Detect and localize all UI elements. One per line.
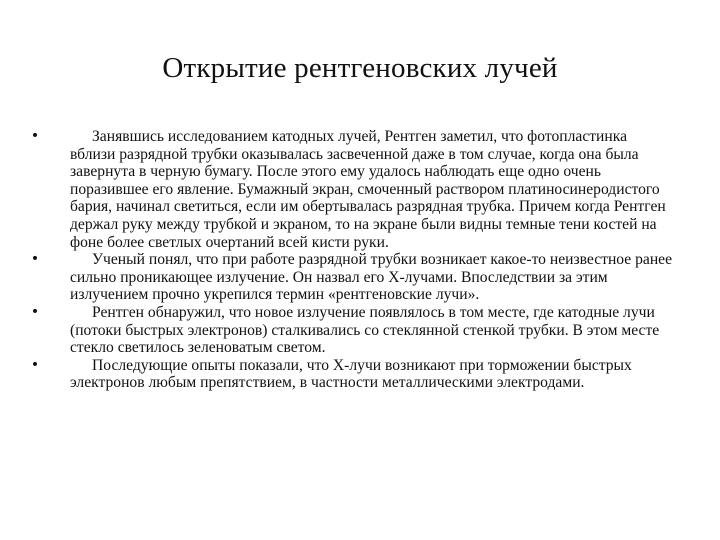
bullet-item-3 bbox=[28, 304, 674, 357]
bullet-dot-icon: • bbox=[30, 356, 40, 373]
bullet-dot-icon: • bbox=[30, 303, 40, 320]
bullet-item-1 bbox=[28, 128, 674, 251]
bullet-list bbox=[28, 128, 674, 392]
bullet-text: Ученый понял, что при работе разрядной трубки возникает какое-то неизвестное ранее сильно проникающее излучение. Он назвал его Х-лучами. Впоследствии за этим излучением прочно укрепился термин «рентгеновские лучи». bbox=[70, 251, 673, 304]
bullet-text: Занявшись исследованием катодных лучей, Рентген заметил, что фотопластинка вблизи разрядной трубки оказывалась засвеченной даже в том случае, когда она была завернута в черную бумагу. После этого ему удалось наблюдать еще одно очень поразившее его явление. Бумажный экран, смоченный раствором платиносинеродистого бария, начинал светиться, если им обертывалась разрядная трубка. Причем когда Рентген держал руку между трубкой и экраном, то на экране были видны темные тени костей на фоне более светлых очертаний всей кисти руки. bbox=[70, 128, 666, 251]
bullet-text: Рентген обнаружил, что новое излучение появлялось в том месте, где катодные лучи (потоки быстрых электронов) сталкивались со стеклянной стенкой трубки. В этом месте стекло светилось зеленоватым светом. bbox=[70, 303, 660, 357]
bullet-dot-icon: • bbox=[30, 128, 40, 144]
bullet-text: Последующие опыты показали, что Х-лучи возникают при торможении быстрых электронов любым препятствием, в частности металлическими электродами. bbox=[70, 356, 632, 392]
bullet-dot-icon: • bbox=[30, 251, 40, 268]
bullet-item-4 bbox=[28, 357, 674, 392]
bullet-item-2 bbox=[28, 251, 674, 304]
slide-title: Открытие рентгеновских лучей bbox=[162, 52, 558, 84]
